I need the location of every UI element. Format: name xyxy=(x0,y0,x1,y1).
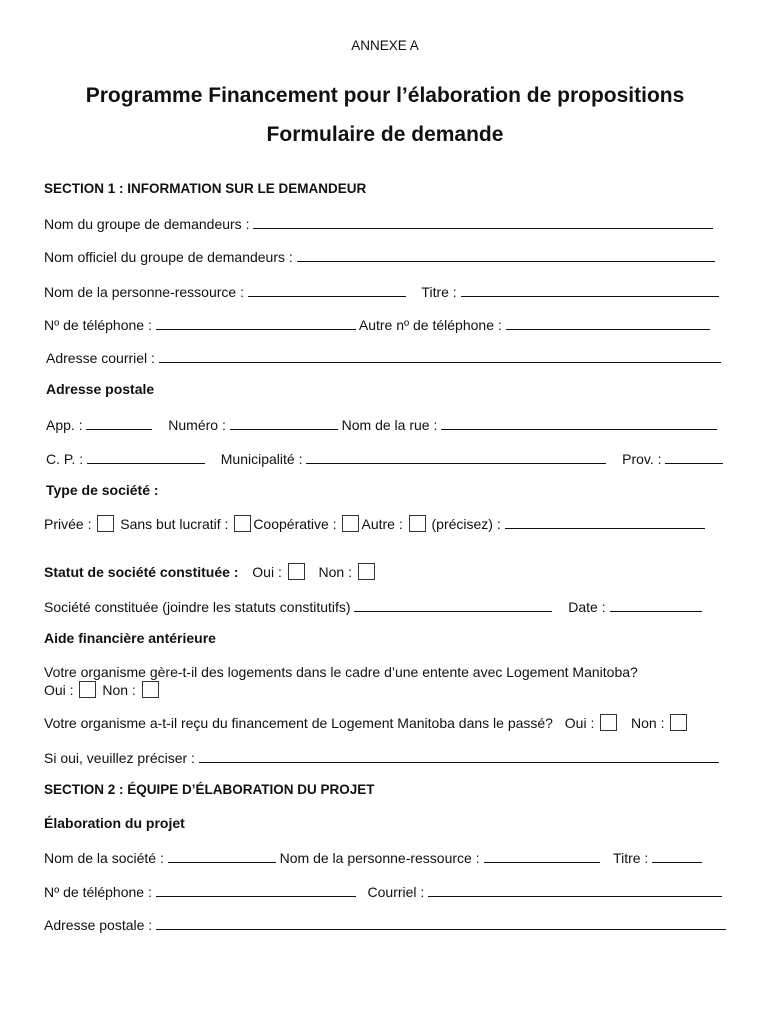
incorporated-yes-label: Oui : xyxy=(252,564,282,580)
s2-phone-row xyxy=(44,882,722,900)
section2-heading: SECTION 2 : ÉQUIPE D’ÉLABORATION DU PROJET xyxy=(44,782,375,797)
apt-field[interactable] xyxy=(86,415,152,430)
company-type-heading: Type de société : xyxy=(46,482,159,498)
s2-phone-field[interactable] xyxy=(156,882,356,897)
if-yes-field[interactable] xyxy=(199,748,719,763)
other-phone-field[interactable] xyxy=(506,315,710,330)
coop-checkbox[interactable] xyxy=(342,515,359,532)
manages-housing-no-label: Non : xyxy=(102,682,136,698)
contact-row xyxy=(44,282,719,300)
email-field[interactable] xyxy=(159,348,721,363)
project-development-heading: Élaboration du projet xyxy=(44,815,185,831)
s2-postal-field[interactable] xyxy=(156,915,726,930)
s2-email-label: Courriel : xyxy=(367,884,425,900)
company-type-row xyxy=(44,514,705,532)
s2-title-label: Titre : xyxy=(613,850,649,866)
province-label: Prov. : xyxy=(622,451,662,467)
manages-housing-question: Votre organisme gère-t-il des logements dans le cadre d’une entente avec Logement Manitoba? xyxy=(44,664,638,680)
received-funding-row xyxy=(44,714,689,731)
street-field[interactable] xyxy=(441,415,717,430)
postal-address-heading: Adresse postale xyxy=(46,381,155,397)
email-label: Adresse courriel : xyxy=(46,350,155,366)
group-name-row xyxy=(44,214,713,232)
postal-code-label: C. P. : xyxy=(46,451,84,467)
official-group-name-row xyxy=(44,247,715,265)
company-name-label: Nom de la société : xyxy=(44,850,164,866)
if-yes-label: Si oui, veuillez préciser : xyxy=(44,750,195,766)
specify-field[interactable] xyxy=(505,514,705,529)
group-name-label: Nom du groupe de demandeurs : xyxy=(44,216,250,232)
nonprofit-label: Sans but lucratif : xyxy=(120,516,229,532)
incorporated-status-label: Statut de société constituée : xyxy=(44,564,239,580)
municipality-label: Municipalité : xyxy=(220,451,303,467)
contact-name-label: Nom de la personne-ressource : xyxy=(44,284,244,300)
coop-label: Coopérative : xyxy=(253,516,337,532)
number-label: Numéro : xyxy=(168,417,226,433)
s2-email-field[interactable] xyxy=(428,882,722,897)
contact-name-field[interactable] xyxy=(248,282,406,297)
group-name-field[interactable] xyxy=(253,214,713,229)
private-checkbox[interactable] xyxy=(97,515,114,532)
incorporated-no-label: Non : xyxy=(318,564,352,580)
section1-heading: SECTION 1 : INFORMATION SUR LE DEMANDEUR xyxy=(44,181,367,196)
nonprofit-checkbox[interactable] xyxy=(234,515,251,532)
incorporated-yes-checkbox[interactable] xyxy=(288,563,305,580)
manages-housing-yes-checkbox[interactable] xyxy=(79,681,96,698)
province-field[interactable] xyxy=(665,449,723,464)
title-field[interactable] xyxy=(461,282,719,297)
form-subtitle: Formulaire de demande xyxy=(266,123,504,146)
s2-contact-name-field[interactable] xyxy=(484,848,600,863)
if-yes-row xyxy=(44,748,719,766)
number-field[interactable] xyxy=(230,415,338,430)
address-row xyxy=(46,415,717,433)
postal-row xyxy=(46,449,723,467)
incorporated-company-row xyxy=(44,597,702,615)
specify-label: (précisez) : xyxy=(431,516,501,532)
company-name-field[interactable] xyxy=(168,848,276,863)
postal-code-field[interactable] xyxy=(87,449,205,464)
received-funding-no-checkbox[interactable] xyxy=(670,714,687,731)
other-checkbox[interactable] xyxy=(409,515,426,532)
private-label: Privée : xyxy=(44,516,92,532)
phone-row xyxy=(44,315,710,333)
municipality-field[interactable] xyxy=(306,449,606,464)
received-funding-yes-label: Oui : xyxy=(564,715,595,731)
other-label: Autre : xyxy=(361,516,403,532)
date-label: Date : xyxy=(568,599,606,615)
company-row xyxy=(44,848,702,866)
received-funding-question: Votre organisme a-t-il reçu du financement de Logement Manitoba dans le passé? xyxy=(44,715,553,731)
s2-postal-row xyxy=(44,915,726,933)
received-funding-yes-checkbox[interactable] xyxy=(600,714,617,731)
s2-phone-label: Nº de téléphone : xyxy=(44,884,152,900)
manages-housing-no-checkbox[interactable] xyxy=(142,681,159,698)
date-field[interactable] xyxy=(610,597,702,612)
official-group-name-field[interactable] xyxy=(297,247,715,262)
incorporated-company-field[interactable] xyxy=(354,597,552,612)
manages-housing-answers xyxy=(44,681,161,698)
s2-postal-label: Adresse postale : xyxy=(44,917,153,933)
received-funding-no-label: Non : xyxy=(631,715,665,731)
official-group-name-label: Nom officiel du groupe de demandeurs : xyxy=(44,249,293,265)
incorporated-no-checkbox[interactable] xyxy=(358,563,375,580)
apt-label: App. : xyxy=(46,417,83,433)
s2-contact-name-label: Nom de la personne-ressource : xyxy=(279,850,480,866)
prior-aid-heading: Aide financière antérieure xyxy=(44,630,216,646)
manages-housing-yes-label: Oui : xyxy=(44,682,74,698)
street-label: Nom de la rue : xyxy=(341,417,438,433)
s2-title-field[interactable] xyxy=(652,848,702,863)
annexe-label: ANNEXE A xyxy=(351,38,419,53)
title-label: Titre : xyxy=(421,284,457,300)
other-phone-label: Autre nº de téléphone : xyxy=(358,317,502,333)
phone-field[interactable] xyxy=(156,315,356,330)
incorporated-status-row xyxy=(44,563,377,580)
incorporated-company-label: Société constituée (joindre les statuts constitutifs) xyxy=(44,599,351,615)
form-title: Programme Financement pour l’élaboration de propositions xyxy=(85,84,685,107)
phone-label: Nº de téléphone : xyxy=(44,317,152,333)
email-row xyxy=(46,348,721,366)
